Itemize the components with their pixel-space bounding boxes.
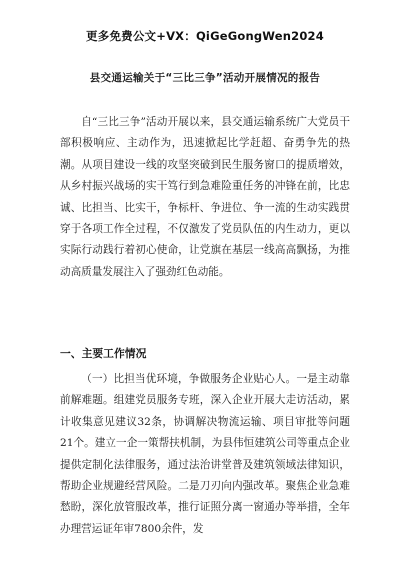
section-heading-main-work: 一、主要工作情况	[60, 347, 147, 360]
intro-paragraph: 自“三比三争”活动开展以来，县交通运输系统广大党员干部积极响应、主动作为，迅速掀起比学赶超、奋勇争先的热潮。从项目建设一线的攻坚突破到民生服务窗口的提质增效，从乡村振兴战场的实干笃行到急难险重任务的冲锋在前，比忠诚、比担当、比实干，争标杆、争进位、争一流的生动实践贯穿于各项工作全过程，不仅激发了党员队伍的内生动力，更以实际行动践行着初心使命，让党旗在基层一线高高飘扬，为推动高质量发展注入了强劲红色动能。	[60, 116, 350, 278]
document-title: 县交通运输关于“三比三争”活动开展情况的报告	[89, 72, 321, 84]
promo-banner: 更多免费公文+VX：QiGeGongWen2024	[86, 29, 324, 43]
section-one-paragraph: （一）比担当优环境，争做服务企业贴心人。一是主动靠前解难题。组建党员服务专班，深入企业开展大走访活动，累计收集意见建议32条，协调解决物流运输、项目审批等问题21个。建立一企一策帮扶机制，为县伟恒建筑公司等重点企业提供定制化法律服务，通过法治讲堂普及建筑领域法律知识，帮助企业规避经营风险。二是刀刃向内强改革。聚焦企业急难愁盼，深化放管服改革，推行证照分离一窗通办等举措，全年办理营运证年审7800余件，发	[60, 373, 350, 535]
